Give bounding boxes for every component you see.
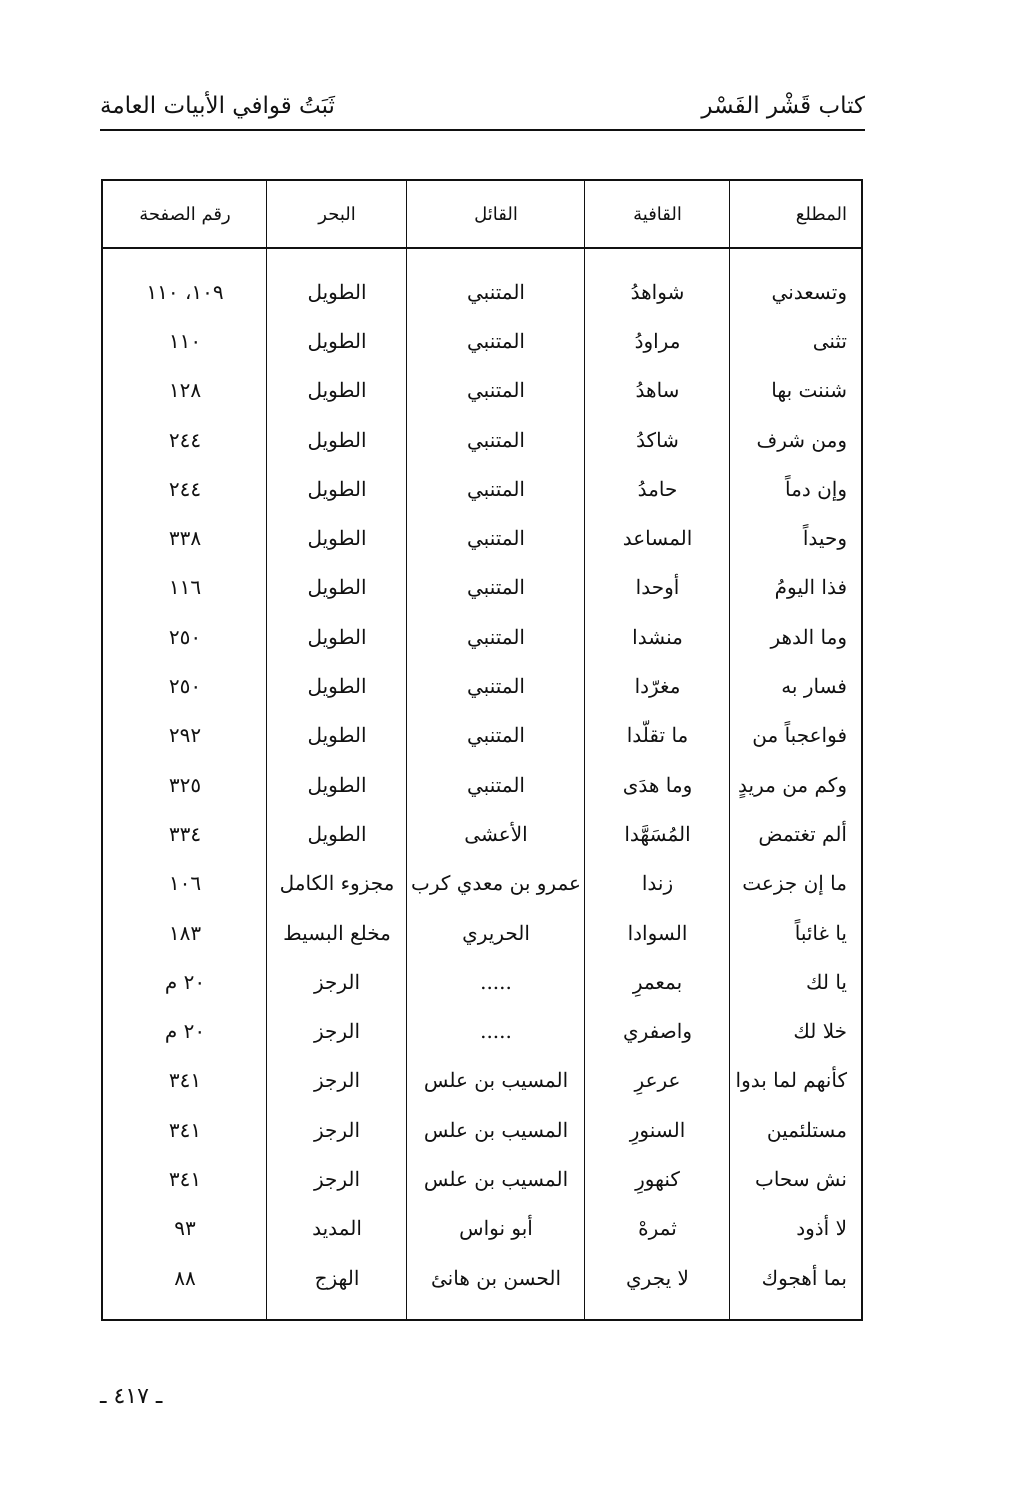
cell-rhyme: واصفري xyxy=(622,1019,692,1044)
cell-meter: الطويل xyxy=(307,723,367,748)
cell-rhyme: بمعمرِ xyxy=(632,969,683,994)
cell-meter: الطويل xyxy=(307,427,367,452)
cell-meter: الطويل xyxy=(307,378,367,403)
cell-page: ٣٢٥ xyxy=(168,772,202,797)
cell-opening: ألم تغتمض xyxy=(758,821,847,846)
table-row xyxy=(103,415,861,464)
table-header-row xyxy=(103,181,861,249)
table-row xyxy=(103,711,861,760)
cell-meter: الرجز xyxy=(313,1068,361,1093)
cell-page: ١٠٦ xyxy=(168,871,202,896)
cell-rhyme: السنورِ xyxy=(629,1117,686,1142)
cell-poet: المسيب بن علس xyxy=(423,1166,569,1191)
table-row xyxy=(103,1204,861,1253)
cell-page: ٣٤١ xyxy=(168,1117,202,1142)
cell-meter: الرجز xyxy=(313,1166,361,1191)
section-title: ثَبَتُ قوافي الأبيات العامة xyxy=(100,93,335,119)
table-row xyxy=(103,661,861,710)
cell-poet: المتنبي xyxy=(467,378,525,403)
cell-rhyme: حامدُ xyxy=(637,476,678,501)
cell-opening: وما الدهر xyxy=(770,624,847,649)
cell-poet: ..... xyxy=(480,969,512,994)
table-row xyxy=(103,1253,861,1302)
table-row xyxy=(103,1154,861,1203)
cell-poet: المتنبي xyxy=(467,476,525,501)
cell-poet: المتنبي xyxy=(467,279,525,304)
cell-opening: وإن دماً xyxy=(785,476,847,501)
column-header-opening: المطلع xyxy=(795,203,847,225)
cell-rhyme: عرعرِ xyxy=(634,1068,681,1093)
cell-meter: المديد xyxy=(312,1216,362,1241)
cell-rhyme: المُسَهَّدا xyxy=(624,821,691,846)
cell-rhyme: مغرّدا xyxy=(634,674,681,699)
table-row xyxy=(103,612,861,661)
table-row xyxy=(103,760,861,809)
cell-rhyme: ساهدُ xyxy=(635,378,680,403)
column-header-meter: البحر xyxy=(318,203,356,225)
cell-page: ٢٩٢ xyxy=(168,723,202,748)
cell-rhyme: شواهدُ xyxy=(630,279,685,304)
table-row xyxy=(103,957,861,1006)
cell-meter: الهزج xyxy=(314,1265,360,1290)
cell-opening: وتسعدني xyxy=(771,279,847,304)
cell-opening: فسار به xyxy=(781,674,847,699)
cell-opening: خلا لك xyxy=(793,1019,847,1044)
header-rule xyxy=(100,129,865,131)
table-row xyxy=(103,908,861,957)
table-row xyxy=(103,859,861,908)
cell-poet: المتنبي xyxy=(467,526,525,551)
cell-rhyme: منشدا xyxy=(632,624,683,649)
table-row xyxy=(103,464,861,513)
rhymes-table xyxy=(101,179,863,1321)
cell-rhyme: وما هدَى xyxy=(622,772,693,797)
cell-rhyme: زندا xyxy=(641,871,674,896)
column-divider xyxy=(406,181,407,1319)
cell-page: ٣٣٤ xyxy=(168,821,202,846)
cell-meter: الطويل xyxy=(307,279,367,304)
cell-opening: فواعجباً من xyxy=(752,723,847,748)
table-row xyxy=(103,1006,861,1055)
cell-meter: الرجز xyxy=(313,1019,361,1044)
cell-poet: المسيب بن علس xyxy=(423,1117,569,1142)
cell-page: ٢٤٤ xyxy=(168,476,202,501)
table-row xyxy=(103,1105,861,1154)
cell-rhyme: السوادا xyxy=(627,920,688,945)
cell-rhyme: شاكدُ xyxy=(636,427,679,452)
table-row xyxy=(103,316,861,365)
cell-page: ١٢٨ xyxy=(168,378,202,403)
cell-meter: الطويل xyxy=(307,328,367,353)
cell-rhyme: ما تقلّدا xyxy=(626,723,689,748)
cell-poet: الحريري xyxy=(462,920,530,945)
cell-poet: المتنبي xyxy=(467,772,525,797)
page-number: ـ ٤١٧ ـ xyxy=(100,1384,163,1409)
cell-page: ٢٥٠ xyxy=(168,674,202,699)
cell-opening: ومن شرف xyxy=(756,427,847,452)
cell-rhyme: أوحدا xyxy=(635,575,680,600)
column-divider xyxy=(729,181,730,1319)
cell-meter: الرجز xyxy=(313,1117,361,1142)
table-row xyxy=(103,267,861,316)
cell-opening: وحيداً xyxy=(802,526,847,551)
column-divider xyxy=(584,181,585,1319)
cell-opening: بما أهجوك xyxy=(761,1265,847,1290)
cell-rhyme: كنهورِ xyxy=(635,1166,680,1191)
cell-meter: الطويل xyxy=(307,674,367,699)
table-row xyxy=(103,563,861,612)
cell-meter: الطويل xyxy=(307,526,367,551)
cell-page: ١١٠ xyxy=(168,328,202,353)
cell-meter: الطويل xyxy=(307,575,367,600)
cell-opening: كأنهم لما بدوا xyxy=(735,1068,847,1093)
cell-meter: الرجز xyxy=(313,969,361,994)
cell-meter: الطويل xyxy=(307,624,367,649)
cell-page: ١١٦ xyxy=(168,575,202,600)
cell-poet: عمرو بن معدي كرب xyxy=(411,871,581,896)
cell-meter: الطويل xyxy=(307,821,367,846)
cell-meter: الطويل xyxy=(307,772,367,797)
cell-poet: ..... xyxy=(480,1019,512,1044)
cell-poet: الأعشى xyxy=(464,821,528,846)
cell-rhyme: مراودُ xyxy=(634,328,681,353)
cell-rhyme: المساعد xyxy=(622,526,693,551)
table-body xyxy=(103,249,861,1302)
table-row xyxy=(103,809,861,858)
cell-opening: فذا اليومُ xyxy=(774,575,847,600)
cell-page: ٩٣ xyxy=(174,1216,196,1241)
cell-page: ٣٣٨ xyxy=(168,526,202,551)
cell-page: ٣٤١ xyxy=(168,1068,202,1093)
cell-opening: مستلئمين xyxy=(766,1117,847,1142)
cell-opening: يا لك xyxy=(806,969,847,994)
running-header xyxy=(100,86,865,126)
table-row xyxy=(103,1056,861,1105)
book-title: كتاب قَشْر الفَسْر xyxy=(701,93,865,119)
cell-meter: مجزوء الكامل xyxy=(279,871,395,896)
cell-opening: ما إن جزعت xyxy=(742,871,847,896)
cell-poet: المتنبي xyxy=(467,328,525,353)
column-header-page: رقم الصفحة xyxy=(139,203,231,225)
cell-opening: لا أذود xyxy=(796,1216,847,1241)
cell-page: ٨٨ xyxy=(174,1265,196,1290)
cell-poet: الحسن بن هانئ xyxy=(430,1265,561,1290)
cell-poet: أبو نواس xyxy=(459,1216,533,1241)
column-header-rhyme: القافية xyxy=(633,203,682,225)
cell-rhyme: لا يجري xyxy=(626,1265,689,1290)
column-divider xyxy=(266,181,267,1319)
cell-page: ٢٠ م xyxy=(164,1019,206,1044)
cell-opening: شننت بها xyxy=(771,378,847,403)
cell-opening: تثنى xyxy=(812,328,847,353)
cell-opening: يا غائباً xyxy=(794,920,847,945)
cell-page: ١٨٣ xyxy=(168,920,202,945)
cell-rhyme: ثمرهْ xyxy=(638,1216,677,1241)
cell-page: ٢٥٠ xyxy=(168,624,202,649)
cell-poet: المتنبي xyxy=(467,624,525,649)
cell-page: ١٠٩، ١١٠ xyxy=(146,279,224,304)
cell-opening: نش سحاب xyxy=(754,1166,847,1191)
cell-opening: وكم من مريدٍ xyxy=(738,772,847,797)
table-row xyxy=(103,366,861,415)
cell-page: ٢٤٤ xyxy=(168,427,202,452)
cell-meter: مخلع البسيط xyxy=(283,920,391,945)
cell-poet: المتنبي xyxy=(467,427,525,452)
cell-meter: الطويل xyxy=(307,476,367,501)
cell-page: ٣٤١ xyxy=(168,1166,202,1191)
cell-poet: المتنبي xyxy=(467,674,525,699)
cell-page: ٢٠ م xyxy=(164,969,206,994)
table-row xyxy=(103,513,861,562)
cell-poet: المتنبي xyxy=(467,723,525,748)
cell-poet: المتنبي xyxy=(467,575,525,600)
column-header-poet: القائل xyxy=(474,203,518,225)
cell-poet: المسيب بن علس xyxy=(423,1068,569,1093)
